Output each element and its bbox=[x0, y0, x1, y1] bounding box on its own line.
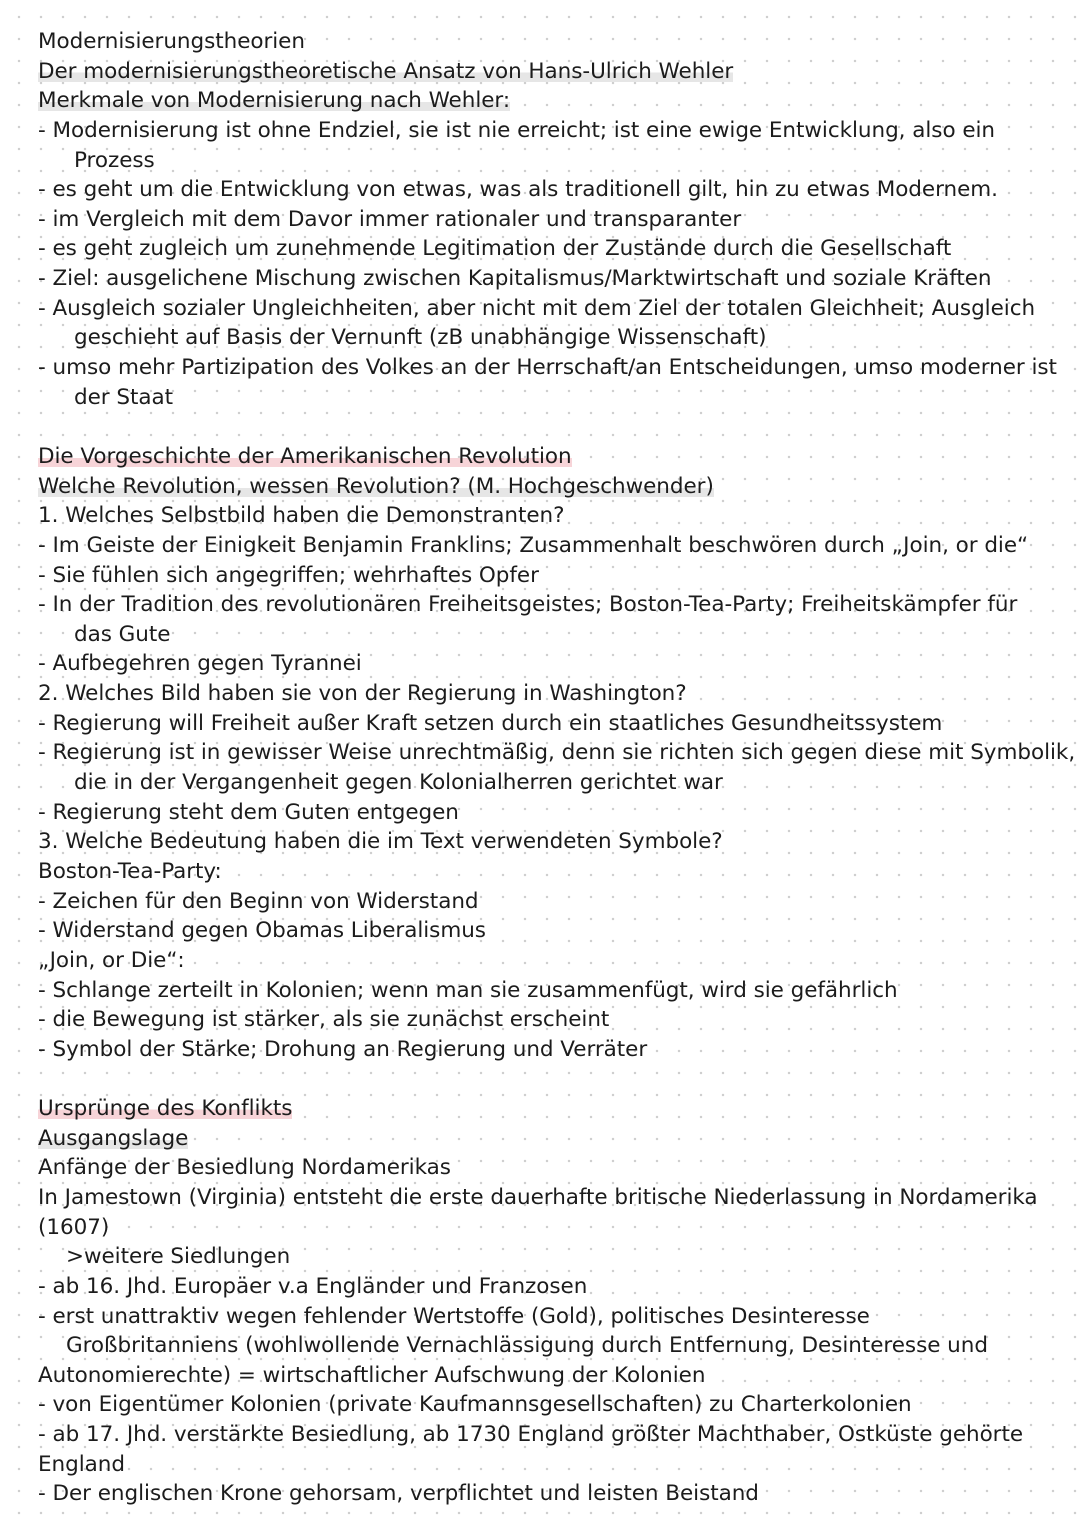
continuation-line: Autonomierechte) = wirtschaftlicher Aufschwung der Kolonien bbox=[38, 1362, 706, 1388]
bullet-line: - Ausgleich sozialer Ungleichheiten, aber nicht mit dem Ziel der totalen Gleichheit; Ausgleich bbox=[38, 295, 1036, 321]
bullet-line: - Schlange zerteilt in Kolonien; wenn man sie zusammenfügt, wird sie gefährlich bbox=[38, 977, 898, 1003]
section-vorgeschichte bbox=[38, 442, 1076, 1064]
bullet-line: - Aufbegehren gegen Tyrannei bbox=[38, 651, 362, 677]
section-title: Die Vorgeschichte der Amerikanischen Revolution bbox=[38, 443, 572, 469]
continuation-line: Großbritanniens (wohlwollende Vernachlässigung durch Entfernung, Desinteresse und bbox=[66, 1333, 988, 1359]
continuation-line: Prozess bbox=[74, 147, 155, 173]
text-line: In Jamestown (Virginia) entsteht die erste dauerhafte britische Niederlassung in Nordamerika bbox=[38, 1184, 1038, 1210]
bullet-line: - Regierung steht dem Guten entgegen bbox=[38, 799, 459, 825]
bullet-line: - umso mehr Partizipation des Volkes an der Herrschaft/an Entscheidungen, umso moderner ist bbox=[38, 355, 1057, 381]
bullet-line: - Der englischen Krone gehorsam, verpflichtet und leisten Beistand bbox=[38, 1481, 759, 1507]
bullet-line: - ab 16. Jhd. Europäer v.a Engländer und Franzosen bbox=[38, 1273, 588, 1299]
continuation-line: die in der Vergangenheit gegen Kolonialherren gerichtet war bbox=[74, 770, 723, 796]
label-line: „Join, or Die“: bbox=[38, 947, 185, 973]
bullet-line: - ab 17. Jhd. verstärkte Besiedlung, ab 1730 England größter Machthaber, Ostküste gehörte bbox=[38, 1422, 1024, 1448]
section-urspruenge bbox=[38, 1094, 1050, 1509]
bullet-line: - Zeichen für den Beginn von Widerstand bbox=[38, 888, 479, 914]
section-title: Modernisierungstheorien bbox=[38, 29, 305, 54]
arrow-line: >weitere Siedlungen bbox=[66, 1244, 291, 1270]
bullet-line: - von Eigentümer Kolonien (private Kaufmannsgesellschaften) zu Charterkolonien bbox=[38, 1392, 912, 1418]
subheading: Ausgangslage bbox=[38, 1125, 189, 1151]
subheading: Merkmale von Modernisierung nach Wehler: bbox=[38, 88, 511, 114]
label-line: Boston-Tea-Party: bbox=[38, 858, 222, 884]
bullet-line: - Ziel: ausgelichene Mischung zwischen Kapitalismus/Marktwirtschaft und soziale Kräften bbox=[38, 266, 992, 292]
bullet-line: - In der Tradition des revolutionären Freiheitsgeistes; Boston-Tea-Party; Freiheitskämpfer für bbox=[38, 592, 1018, 618]
question-line: 3. Welche Bedeutung haben die im Text verwendeten Symbole? bbox=[38, 829, 723, 855]
bullet-line: - Modernisierung ist ohne Endziel, sie ist nie erreicht; ist eine ewige Entwicklung, also ein bbox=[38, 117, 996, 143]
bullet-line: - Sie fühlen sich angegriffen; wehrhaftes Opfer bbox=[38, 562, 539, 588]
bullet-line: - es geht um die Entwicklung von etwas, was als traditionell gilt, hin zu etwas Modernem. bbox=[38, 177, 998, 203]
bullet-line: - Regierung will Freiheit außer Kraft setzen durch ein staatliches Gesundheitssystem bbox=[38, 710, 943, 736]
question-line: 1. Welches Selbstbild haben die Demonstranten? bbox=[38, 503, 565, 529]
continuation-line: das Gute bbox=[74, 621, 171, 647]
continuation-line: England bbox=[38, 1451, 125, 1477]
bullet-line: - Regierung ist in gewisser Weise unrechtmäßig, denn sie richten sich gegen diese mit Symbolik, bbox=[38, 740, 1076, 766]
subheading: Der modernisierungstheoretische Ansatz von Hans-Ulrich Wehler bbox=[38, 58, 734, 84]
question-line: 2. Welches Bild haben sie von der Regierung in Washington? bbox=[38, 681, 687, 707]
text-line: (1607) bbox=[38, 1214, 110, 1240]
section-modernisierung bbox=[38, 27, 1057, 412]
subheading: Welche Revolution, wessen Revolution? (M. Hochgeschwender) bbox=[38, 473, 714, 499]
subheading: Anfänge der Besiedlung Nordamerikas bbox=[38, 1155, 451, 1181]
bullet-line: - Widerstand gegen Obamas Liberalismus bbox=[38, 918, 486, 944]
section-title: Ursprünge des Konflikts bbox=[38, 1096, 293, 1122]
bullet-line: - Symbol der Stärke; Drohung an Regierung und Verräter bbox=[38, 1036, 648, 1062]
continuation-line: der Staat bbox=[74, 384, 173, 410]
bullet-line: - Im Geiste der Einigkeit Benjamin Franklins; Zusammenhalt beschwören durch „Join, or die“ bbox=[38, 532, 1029, 558]
continuation-line: geschieht auf Basis der Vernunft (zB unabhängige Wissenschaft) bbox=[74, 325, 767, 351]
spacer bbox=[38, 1064, 1050, 1094]
bullet-line: - es geht zugleich um zunehmende Legitimation der Zustände durch die Gesellschaft bbox=[38, 236, 952, 262]
bullet-line: - die Bewegung ist stärker, als sie zunächst erscheint bbox=[38, 1007, 610, 1033]
spacer bbox=[38, 412, 1050, 442]
bullet-line: - im Vergleich mit dem Davor immer rationaler und transparanter bbox=[38, 206, 742, 232]
bullet-line: - erst unattraktiv wegen fehlender Wertstoffe (Gold), politisches Desinteresse bbox=[38, 1303, 870, 1329]
